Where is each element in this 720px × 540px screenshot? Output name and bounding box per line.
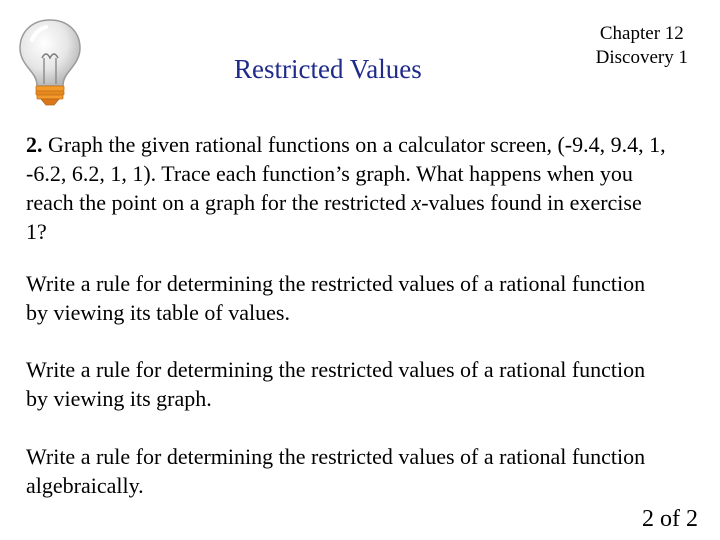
discovery-number: Discovery 1 <box>595 47 688 68</box>
exercise-variable: x <box>411 190 422 215</box>
page-indicator: 2 of 2 <box>642 506 698 532</box>
exercise-text-part2: -values found in exercise 1? <box>26 190 642 244</box>
chapter-number: Chapter 12 <box>599 23 684 44</box>
exercise-number: 2. <box>26 132 43 157</box>
rule-algebraic: Write a rule for determining the restricted values of a rational function algebraically. <box>26 444 646 498</box>
rule-graph: Write a rule for determining the restricted values of a rational function by viewing its graph. <box>26 357 646 411</box>
exercise-text-part1: Graph the given rational functions on a calculator screen, (-9.4, 9.4, 1, -6.2, 6.2, 1, 1). Trace each function’s graph. What happens when you reach the point on a graph for the restricted <box>26 132 666 215</box>
exercise-2-text <box>26 130 666 246</box>
lightbulb-icon <box>14 16 86 108</box>
chapter-label <box>596 22 688 70</box>
page-title: Restricted Values <box>234 54 422 84</box>
rule-table-of-values: Write a rule for determining the restricted values of a rational function by viewing its table of values. <box>26 271 646 325</box>
